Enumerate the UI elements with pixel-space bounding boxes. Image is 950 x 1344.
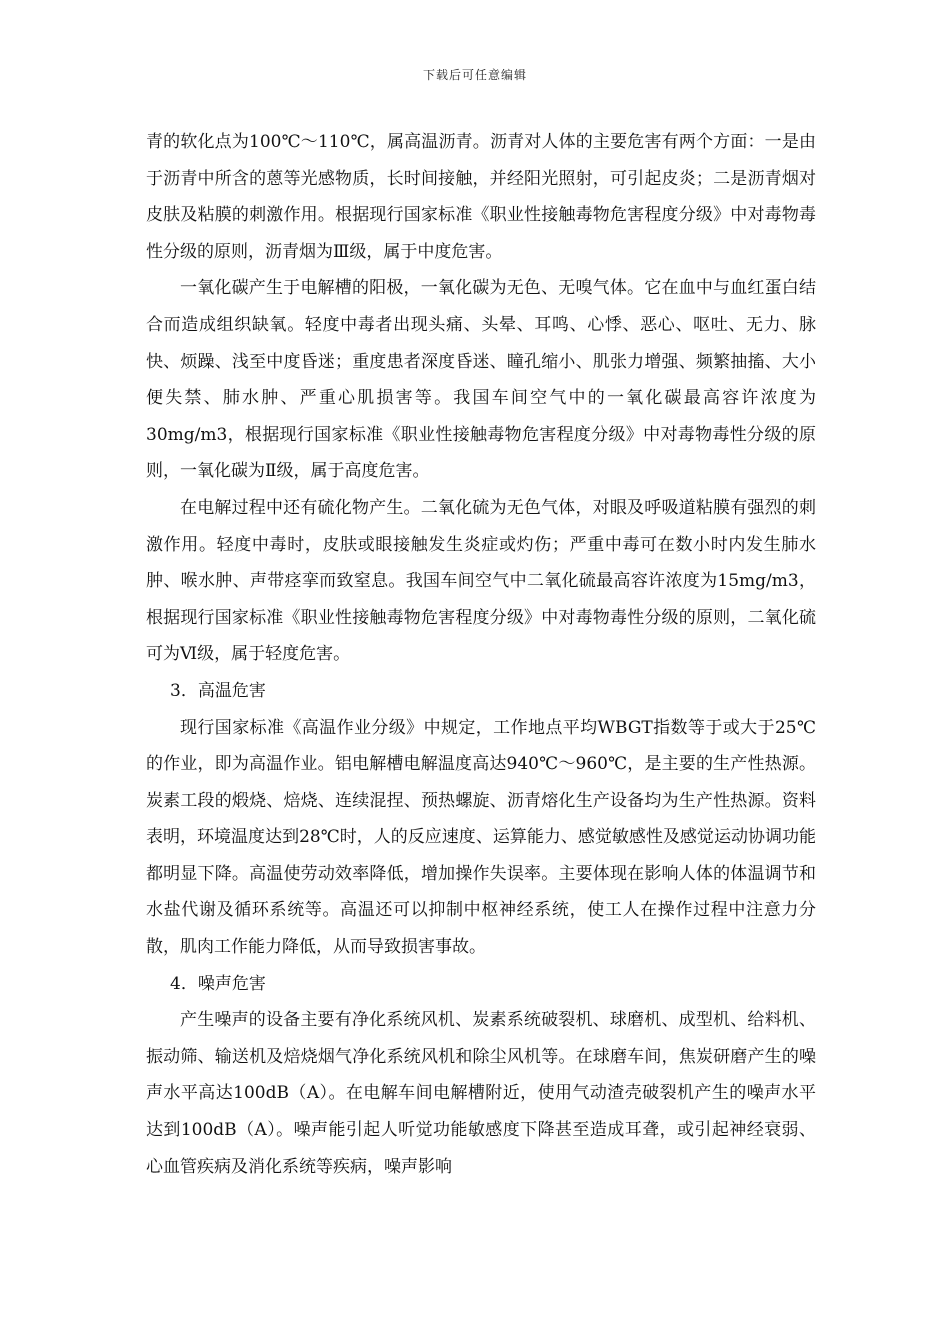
body-text xyxy=(146,124,816,1185)
paragraph-carbon-monoxide: 一氧化碳产生于电解槽的阳极，一氧化碳为无色、无嗅气体。它在血中与血红蛋白结合而造成组织缺氧。轻度中毒者出现头痛、头晕、耳鸣、心悸、恶心、呕吐、无力、脉快、烦躁、浅至中度昏迷；重度患者深度昏迷、瞳孔缩小、肌张力增强、频繁抽搐、大小便失禁、肺水肿、严重心肌损害等。我国车间空气中的一氧化碳最高容许浓度为30mg/m3，根据现行国家标准《职业性接触毒物危害程度分级》中对毒物毒性分级的原则，一氧化碳为Ⅱ级，属于高度危害。 xyxy=(146,278,816,482)
paragraph-asphalt-hazard: 青的软化点为100℃～110℃，属高温沥青。沥青对人体的主要危害有两个方面：一是由于沥青中所含的蒽等光感物质，长时间接触，并经阳光照射，可引起皮炎；二是沥青烟对皮肤及粘膜的刺激作用。根据现行国家标准《职业性接触毒物危害程度分级》中对毒物毒性分级的原则，沥青烟为Ⅲ级，属于中度危害。 xyxy=(146,132,816,262)
paragraph-sulfur-dioxide: 在电解过程中还有硫化物产生。二氧化硫为无色气体，对眼及呼吸道粘膜有强烈的刺激作用。轻度中毒时，皮肤或眼接触发生炎症或灼伤；严重中毒可在数小时内发生肺水肿、喉水肿、声带痉挛而致窒息。我国车间空气中二氧化硫最高容许浓度为15mg/m3，根据现行国家标准《职业性接触毒物危害程度分级》中对毒物毒性分级的原则，二氧化硫可为Ⅵ级，属于轻度危害。 xyxy=(146,497,816,665)
page-header: 下载后可任意编辑 xyxy=(422,68,527,82)
paragraph-high-temperature: 现行国家标准《高温作业分级》中规定，工作地点平均WBGT指数等于或大于25℃的作业，即为高温作业。铝电解槽电解温度高达940℃～960℃，是主要的生产性热源。炭素工段的煅烧、焙烧、连续混捏、预热螺旋、沥青熔化生产设备均为生产性热源。资料表明，环境温度达到28℃时，人的反应速度、运算能力、感觉敏感性及感觉运动协调功能都明显下降。高温使劳动效率降低，增加操作失误率。主要体现在影响人体的体温调节和水盐代谢及循环系统等。高温还可以抑制中枢神经系统，使工人在操作过程中注意力分散，肌肉工作能力降低，从而导致损害事故。 xyxy=(146,717,816,958)
section-heading-noise: 4．噪声危害 xyxy=(170,973,266,994)
section-heading-high-temperature: 3．高温危害 xyxy=(170,680,266,701)
paragraph-noise: 产生噪声的设备主要有净化系统风机、炭素系统破裂机、球磨机、成型机、给料机、振动筛、输送机及焙烧烟气净化系统风机和除尘风机等。在球磨车间，焦炭研磨产生的噪声水平高达100dB（A）。在电解车间电解槽附近，使用气动渣壳破裂机产生的噪声水平达到100dB（A）。噪声能引起人听觉功能敏感度下降甚至造成耳聋，或引起神经衰弱、心血管疾病及消化系统等疾病，噪声影响 xyxy=(146,1010,816,1177)
